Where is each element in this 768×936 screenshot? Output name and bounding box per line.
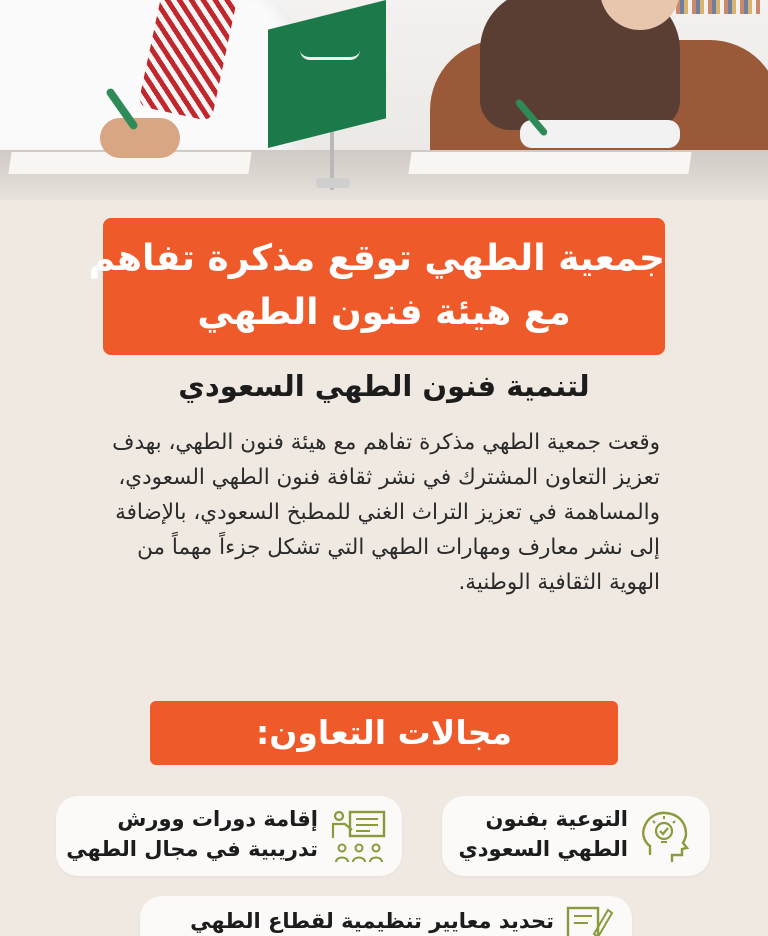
fields-heading-banner [150,701,618,765]
body-paragraph: وقعت جمعية الطهي مذكرة تفاهم مع هيئة فنون الطهي، بهدف تعزيز التعاون المشترك في نشر ثقافة فنون الطهي السعودي، والمساهمة في تعزيز التراث الغني للمطبخ السعودي، بالإضافة إلى نشر معارف ومهارات الطهي التي تشكل جزءاً مهماً من الهوية الثقافية الوطنية. [112,430,660,595]
field-card-awareness [442,796,710,876]
field-card-training [56,796,402,876]
headline-banner [88,218,665,355]
lightbulb-head-icon [636,806,696,866]
flag-sword-icon [300,35,360,60]
field-card-standards [140,896,632,936]
document-right [408,152,691,174]
field-card-line-1: إقامة دورات وورش [117,807,318,831]
training-board-icon [328,806,390,866]
signing-ceremony-photo [0,0,768,200]
flag-base [316,178,350,188]
field-card-line-2: الطهي السعودي [458,837,628,861]
field-card-line-2: تدريبية في مجال الطهي [66,837,318,861]
field-card-line-1: تحديد معايير تنظيمية لقطاع الطهي [190,909,554,933]
headline-line-1: جمعية الطهي توقع مذكرة تفاهم [88,238,665,279]
man-hand [100,118,180,158]
fields-heading: مجالات التعاون: [256,713,512,752]
document-pen-icon [564,904,614,936]
headline-line-2: مع هيئة فنون الطهي [197,292,571,333]
subtitle: لتنمية فنون الطهي السعودي [178,369,590,403]
field-card-line-1: التوعية بفنون [485,807,628,831]
